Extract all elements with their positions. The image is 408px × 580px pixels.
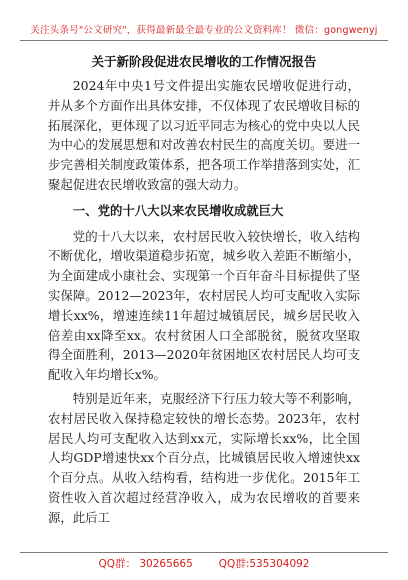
footer-qq-group-1: QQ群： 30265665 — [98, 558, 193, 570]
section-paragraph: 党的十八大以来，农村居民收入较快增长，收入结构不断优化，增收渠道稳步拓宽，城乡收入差距不断缩小，为全面建成小康社会、实现第一个百年奋斗目标提供了坚实保障。2012—2023年，农村居民人均可支配收入实际增长xx%，增速连续11年超过城镇居民，城乡居民收入倍差由xx降至xx。农村贫困人口全部脱贫，脱贫攻坚取得全面胜利，2013—2020年贫困地区农村居民人均可支配收入年均增长x%。 — [48, 228, 360, 383]
header-banner: 关注头条号"公文研究"，获得最新最全最专业的公文资料库！ 微信：gongwenyj — [30, 25, 378, 36]
footer — [0, 556, 408, 571]
footer-qq-group-2: QQ群:535304092 — [218, 558, 310, 570]
intro-paragraph: 2024年中央1号文件提出实施农民增收促进行动，并从多个方面作出具体安排，不仅体现了农民增收目标的拓展深化，更体现了以习近平同志为核心的党中央以人民为中心的发展思想和对改善农村民生的高度关切。要进一步完善相关制度政策体系，把各项工作举措落到实处，汇聚起促进农民增收致富的强大动力。 — [48, 78, 360, 192]
footer-divider — [20, 552, 388, 553]
document-title: 关于新阶段促进农民增收的工作情况报告 — [91, 54, 317, 69]
header-divider — [20, 40, 388, 41]
document-body — [48, 76, 360, 534]
section-paragraph: 特别是近年来，克服经济下行压力较大等不利影响，农村居民收入保持稳定较快的增长态势。2023年，农村居民人均可支配收入达到xx元，实际增长xx%，比全国人均GDP增速快xx个百分点，比城镇居民收入增速快xx个百分点。从收入结构看，结构进一步优化。2015年工资性收入首次超过经营净收入，成为农民增收的首要来源，此后工 — [48, 390, 360, 525]
section-heading: 一、党的十八大以来农民增收成就巨大 — [72, 202, 284, 218]
